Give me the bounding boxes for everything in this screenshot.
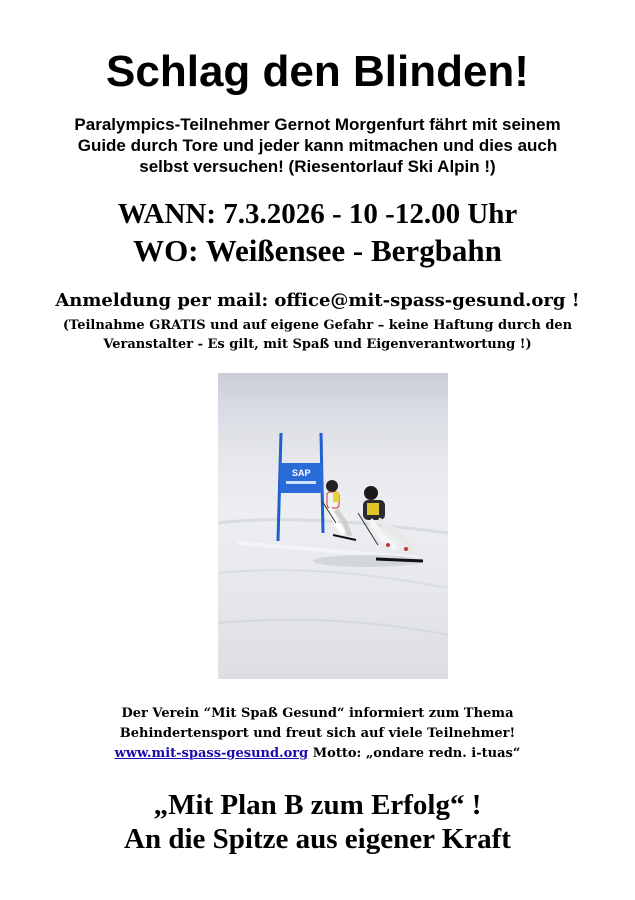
club-motto: Motto: „ondare redn. i-tuas“ (308, 746, 521, 761)
club-line: Behindertensport und freut sich auf viele Teilnehmer! (119, 726, 516, 741)
event-location: WO: Weißensee - Bergbahn (133, 233, 502, 268)
intro-line: selbst versuchen! (Riesentorlauf Ski Alpin !) (139, 157, 496, 176)
gate-banner-text: SAP (292, 468, 311, 478)
club-link-line (0, 744, 635, 764)
slogan-line-2: An die Spitze aus eigener Kraft (124, 823, 511, 855)
event-date: WANN: 7.3.2026 - 10 -12.00 Uhr (117, 198, 518, 230)
club-website-link[interactable]: www.mit-spass-gesund.org (114, 746, 309, 761)
disclaimer-text (0, 316, 635, 354)
intro-text (0, 114, 635, 177)
slogan-line-1: „Mit Plan B zum Erfolg“ ! (153, 789, 482, 821)
ski-race-photo (218, 373, 448, 679)
disclaimer-line: (Teilnahme GRATIS und auf eigene Gefahr – keine Haftung durch den (62, 318, 573, 333)
ski-race-illustration (218, 373, 448, 679)
disclaimer-line: Veranstalter - Es gilt, mit Spaß und Eigenverantwortung !) (103, 337, 532, 352)
poster-title: Schlag den Blinden! (106, 47, 529, 96)
intro-line: Guide durch Tore und jeder kann mitmachen und dies auch (77, 136, 558, 155)
skier-guide (322, 480, 356, 540)
club-line: Der Verein “Mit Spaß Gesund“ informiert zum Thema (121, 706, 514, 721)
signup-line: Anmeldung per mail: office@mit-spass-gesund.org ! (55, 290, 580, 311)
intro-line: Paralympics-Teilnehmer Gernot Morgenfurt fährt mit seinem (74, 115, 561, 134)
club-info (0, 704, 635, 764)
